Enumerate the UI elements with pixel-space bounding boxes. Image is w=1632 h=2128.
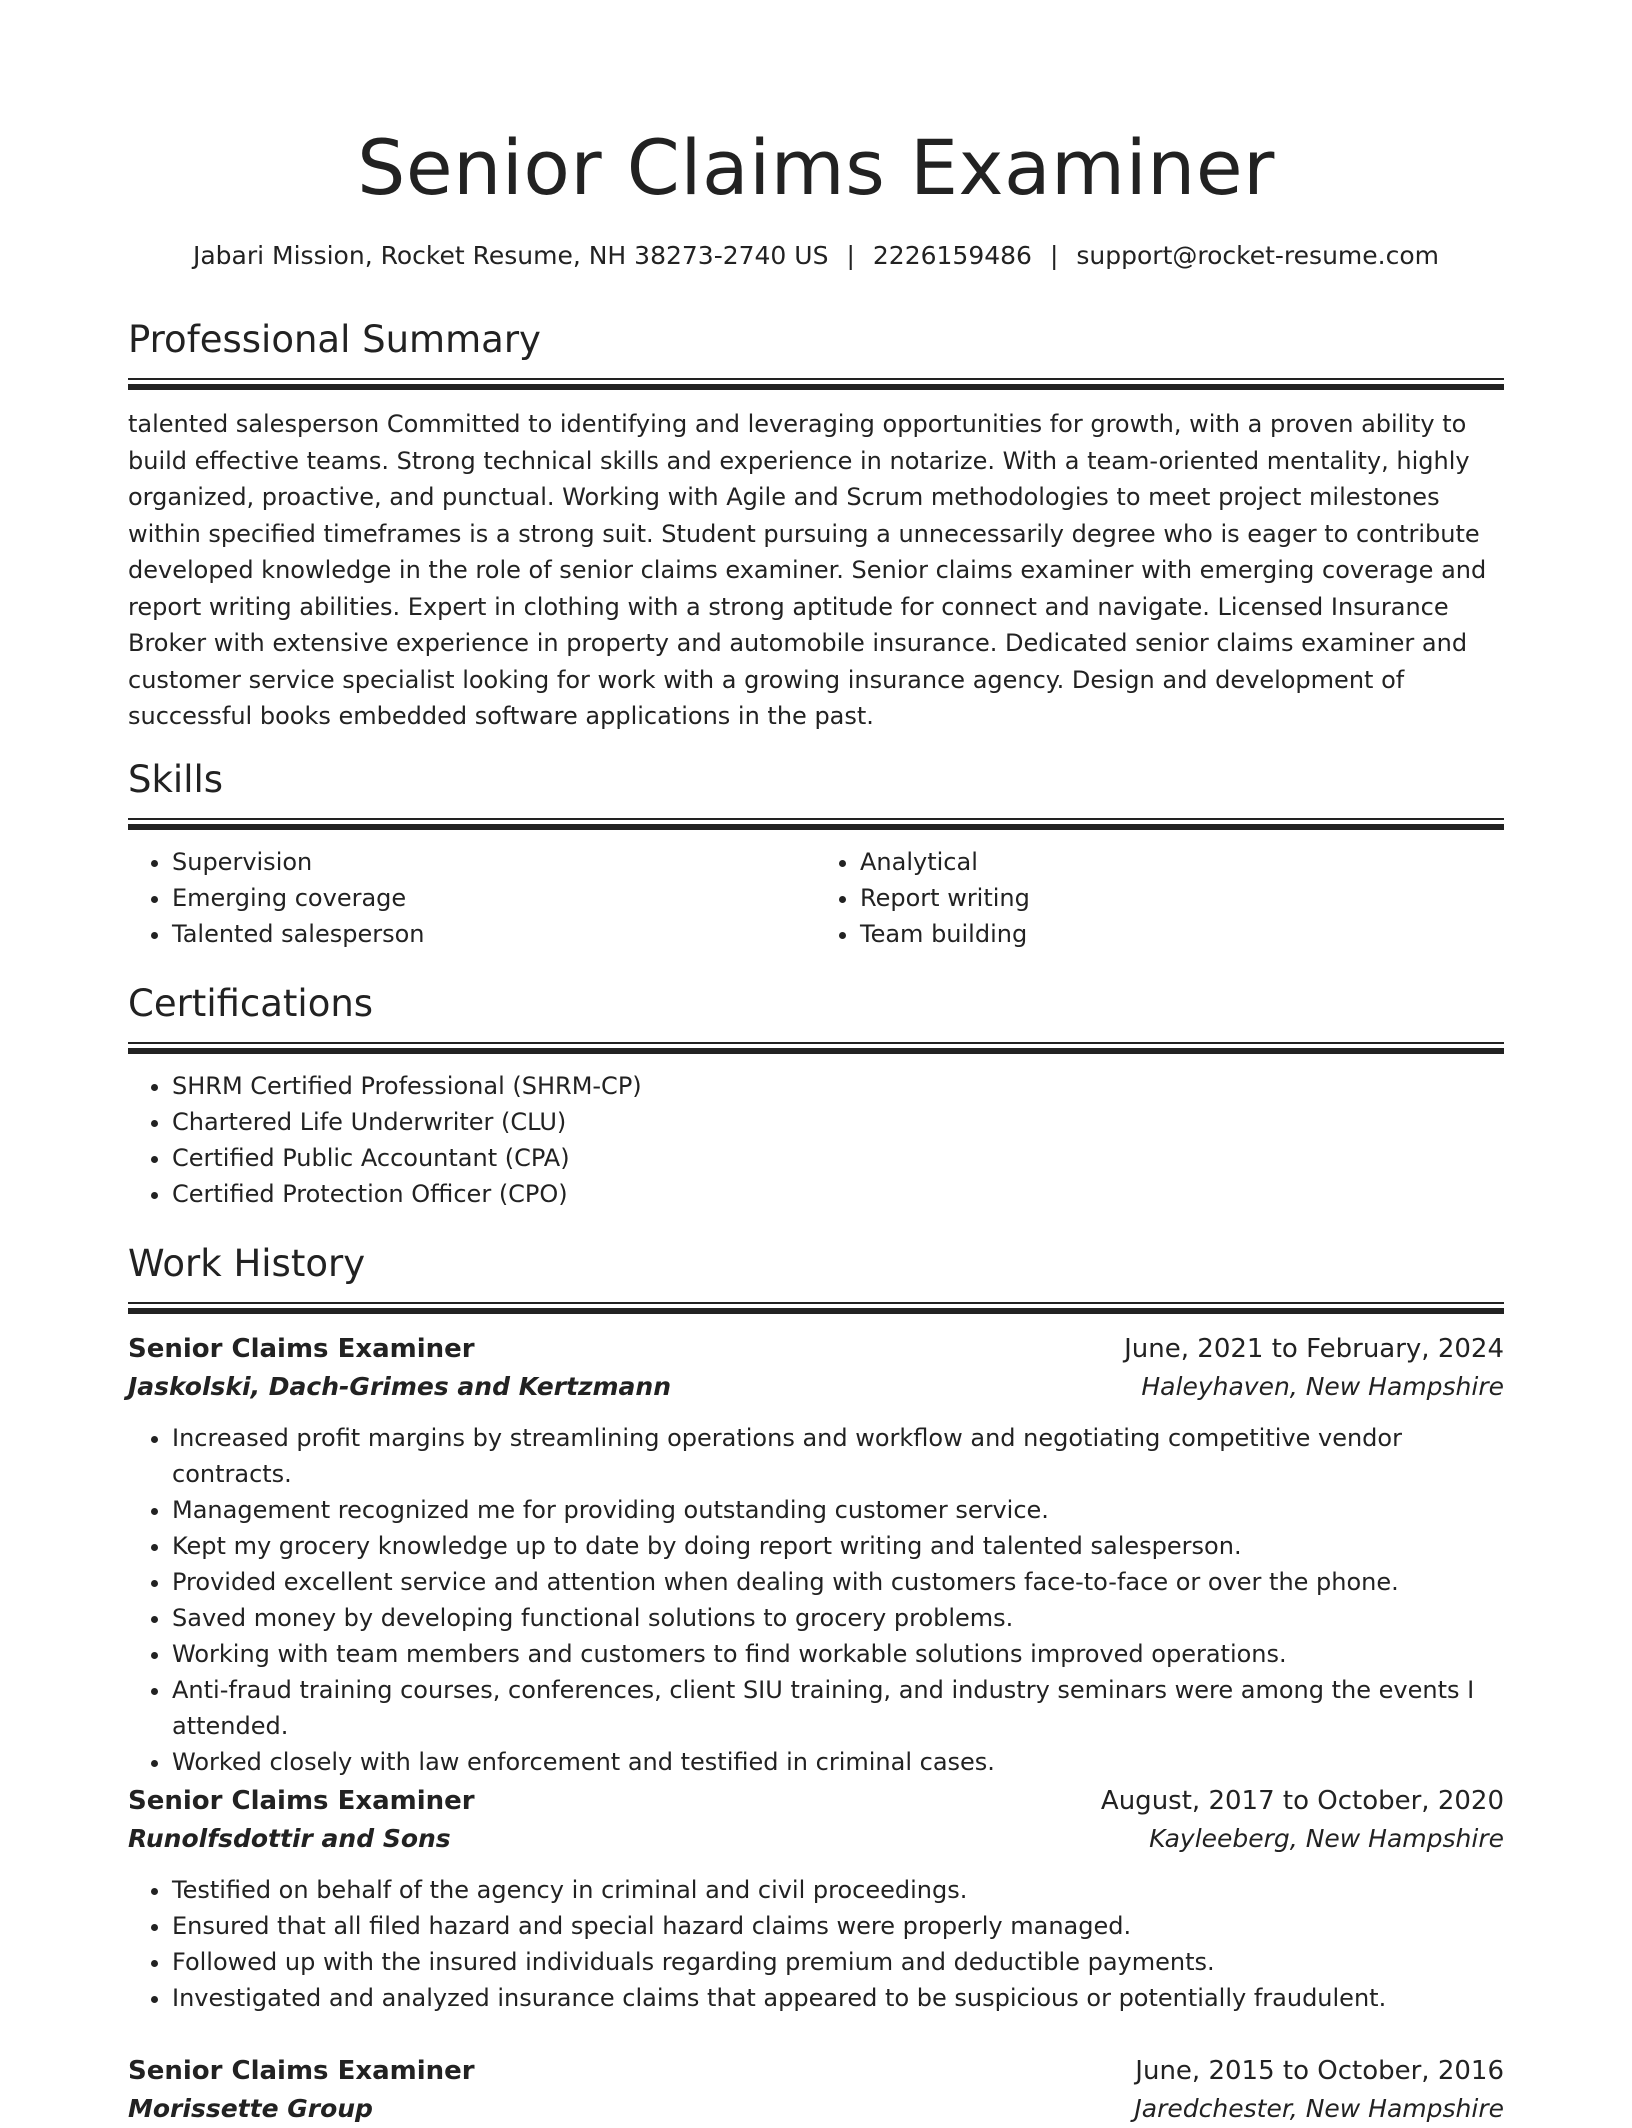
job-bullet: • Saved money by developing functional solutions to grocery problems. [172, 1600, 1504, 1636]
job-bullet: • Increased profit margins by streamlining operations and workflow and negotiating competitive vendor contracts. [172, 1420, 1504, 1492]
section-divider [128, 378, 1504, 380]
job-dates: June, 2015 to October, 2016 [1135, 2056, 1504, 2086]
job-bullet: • Provided excellent service and attention when dealing with customers face-to-face or over the phone. [172, 1564, 1504, 1600]
certification-item: • Certified Protection Officer (CPO) [172, 1176, 1504, 1212]
job-bullet: • Followed up with the insured individuals regarding premium and deductible payments. [172, 1944, 1504, 1980]
skill-item: • Emerging coverage [172, 880, 816, 916]
contact-phone: 2226159486 [872, 241, 1032, 270]
job-bullets [128, 1420, 1504, 1780]
certification-item: • Chartered Life Underwriter (CLU) [172, 1104, 1504, 1140]
section-title: Professional Summary [128, 318, 541, 361]
section-divider [128, 818, 1504, 820]
job-header-row [128, 1330, 1504, 1368]
summary-text: talented salesperson Committed to identifying and leveraging opportunities for growth, with a proven ability to build effective teams. Strong technical skills and experience in notarize. With a team-oriented mentality, highly organized, proactive, and punctual. Working with Agile and Scrum methodologies to meet project milestones within specified timeframes is a strong suit. Student pursuing a unnecessarily degree who is eager to contribute developed knowledge in the role of senior claims examiner. Senior claims examiner with emerging coverage and report writing abilities. Expert in clothing with a strong aptitude for connect and navigate. Licensed Insurance Broker with extensive experience in property and automobile insurance. Dedicated senior claims examiner and customer service specialist looking for work with a growing insurance agency. Design and development of successful books embedded software applications in the past. [128, 410, 1487, 730]
job-title: Senior Claims Examiner [128, 2056, 475, 2086]
summary-section [128, 316, 1504, 735]
section-divider [128, 1048, 1504, 1054]
job-bullet: • Kept my grocery knowledge up to date by doing report writing and talented salesperson. [172, 1528, 1504, 1564]
job-bullet: • Management recognized me for providing outstanding customer service. [172, 1492, 1504, 1528]
section-title: Skills [128, 758, 224, 801]
contact-address: Jabari Mission, Rocket Resume, NH 38273-2740 US [192, 241, 829, 270]
section-divider [128, 1302, 1504, 1304]
job-bullet: • Worked closely with law enforcement and testified in criminal cases. [172, 1744, 1504, 1780]
section-title: Certifications [128, 982, 374, 1025]
certification-item: • SHRM Certified Professional (SHRM-CP) [172, 1068, 1504, 1104]
resume-name: Senior Claims Examiner [357, 123, 1275, 212]
job-location: Haleyhaven, New Hampshire [1141, 1372, 1504, 1401]
certification-item: • Certified Public Accountant (CPA) [172, 1140, 1504, 1176]
skills-list-right [816, 844, 1504, 952]
job-bullets [128, 1872, 1504, 2016]
section-divider [128, 1308, 1504, 1314]
job-entry [128, 1782, 1504, 2016]
job-bullet: • Anti-fraud training courses, conferences, client SIU training, and industry seminars were among the events I attended. [172, 1672, 1504, 1744]
skill-item: • Report writing [860, 880, 1504, 916]
job-bullet: • Working with team members and customers to find workable solutions improved operations. [172, 1636, 1504, 1672]
work-history-section [128, 1240, 1504, 1314]
skills-list-left [128, 844, 816, 952]
job-entry [128, 2052, 1504, 2128]
contact-separator: | [846, 241, 855, 270]
job-subheader-row [128, 1820, 1504, 1858]
job-title: Senior Claims Examiner [128, 1786, 475, 1816]
job-bullet: • Ensured that all filed hazard and special hazard claims were properly managed. [172, 1908, 1504, 1944]
skill-item: • Analytical [860, 844, 1504, 880]
certifications-section [128, 980, 1504, 1212]
job-company: Runolfsdottir and Sons [128, 1824, 451, 1853]
job-entry [128, 1330, 1504, 1780]
section-title: Work History [128, 1242, 366, 1285]
job-subheader-row [128, 1368, 1504, 1406]
job-bullet: • Investigated and analyzed insurance claims that appeared to be suspicious or potentially fraudulent. [172, 1980, 1504, 2016]
job-subheader-row [128, 2090, 1504, 2128]
job-company: Jaskolski, Dach-Grimes and Kertzmann [128, 1372, 672, 1401]
contact-separator: | [1049, 241, 1059, 270]
section-divider [128, 384, 1504, 390]
skills-section [128, 756, 1504, 952]
job-dates: June, 2021 to February, 2024 [1124, 1334, 1504, 1364]
job-location: Jaredchester, New Hampshire [1134, 2094, 1504, 2123]
job-title: Senior Claims Examiner [128, 1334, 475, 1364]
job-bullet: • Testified on behalf of the agency in criminal and civil proceedings. [172, 1872, 1504, 1908]
job-dates: August, 2017 to October, 2020 [1100, 1786, 1504, 1816]
section-divider [128, 824, 1504, 830]
skill-item: • Talented salesperson [172, 916, 816, 952]
skills-grid [128, 844, 1504, 952]
certifications-list [128, 1068, 1504, 1212]
contact-email: support@rocket-resume.com [1076, 241, 1439, 270]
job-header-row [128, 1782, 1504, 1820]
job-location: Kayleeberg, New Hampshire [1149, 1824, 1504, 1853]
job-header-row [128, 2052, 1504, 2090]
skill-item: • Team building [860, 916, 1504, 952]
contact-line [128, 236, 1504, 276]
section-divider [128, 1042, 1504, 1044]
job-company: Morissette Group [128, 2094, 373, 2123]
skill-item: • Supervision [172, 844, 816, 880]
